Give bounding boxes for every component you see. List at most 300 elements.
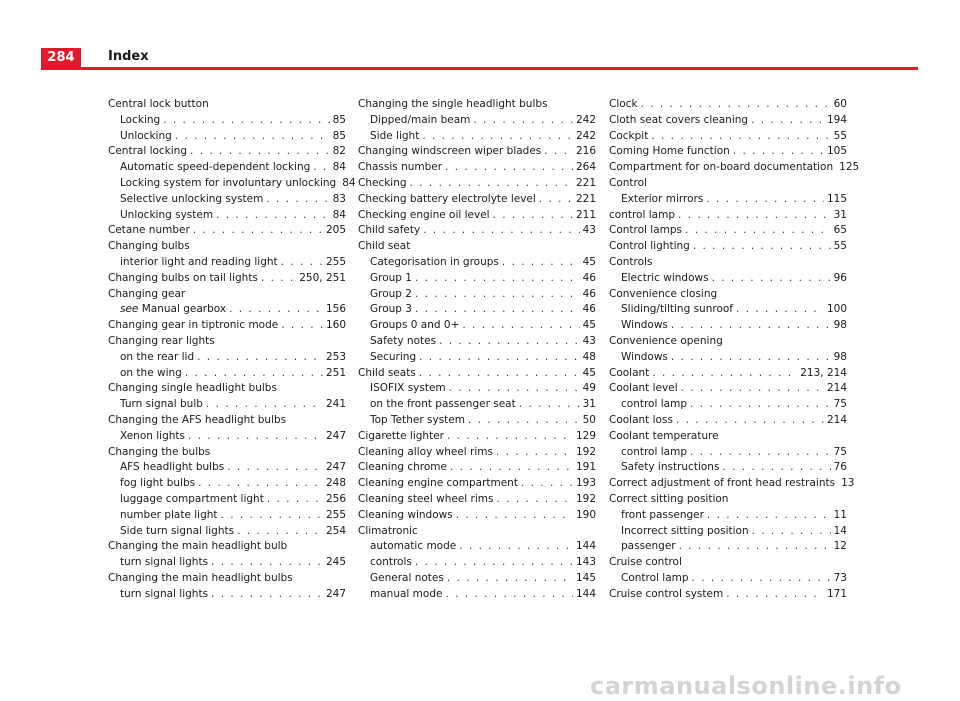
index-entry bbox=[358, 208, 596, 224]
leader-dots bbox=[175, 129, 330, 145]
entry-label bbox=[358, 492, 494, 508]
entry-text: Cockpit bbox=[609, 129, 649, 142]
index-entry bbox=[609, 587, 847, 603]
entry-text: Unlocking system bbox=[120, 208, 214, 221]
index-entry bbox=[609, 397, 847, 413]
index-entry bbox=[358, 350, 596, 366]
entry-page-number: 242 bbox=[575, 129, 596, 142]
entry-page-number: 100 bbox=[826, 303, 847, 316]
entry-label bbox=[621, 192, 703, 208]
entry-page-number: 98 bbox=[833, 319, 847, 332]
entry-text: Top Tether system bbox=[370, 413, 465, 426]
entry-page-number: 115 bbox=[826, 192, 847, 205]
entry-page-number: 13 bbox=[841, 477, 855, 490]
entry-label bbox=[358, 176, 407, 192]
index-entry bbox=[609, 129, 847, 145]
entry-label bbox=[358, 192, 536, 208]
index-entry bbox=[609, 223, 847, 239]
leader-dots bbox=[685, 223, 831, 239]
entry-label bbox=[609, 223, 682, 239]
entry-text: Safety notes bbox=[370, 334, 437, 347]
leader-dots bbox=[733, 144, 824, 160]
leader-dots bbox=[439, 334, 580, 350]
leader-dots bbox=[459, 539, 573, 555]
entry-page-number: 247 bbox=[325, 461, 346, 474]
entry-label bbox=[120, 176, 336, 192]
entry-text: Locking bbox=[120, 113, 161, 126]
leader-dots bbox=[221, 508, 323, 524]
entry-text: automatic mode bbox=[370, 540, 457, 553]
index-column-3 bbox=[609, 97, 860, 603]
entry-text: passenger bbox=[621, 540, 676, 553]
entry-text: on the wing bbox=[120, 366, 182, 379]
index-entry bbox=[358, 397, 596, 413]
entry-page-number: 264 bbox=[575, 161, 596, 174]
entry-label bbox=[370, 287, 412, 303]
entry-label bbox=[120, 460, 224, 476]
entry-text: Cleaning chrome bbox=[358, 461, 447, 474]
entry-page-number: 171 bbox=[826, 587, 847, 600]
index-entry bbox=[358, 223, 596, 239]
index-entry bbox=[609, 445, 847, 461]
entry-text: Cleaning engine compartment bbox=[358, 477, 518, 490]
entry-label bbox=[609, 413, 673, 429]
entry-text: Checking engine oil level bbox=[358, 208, 490, 221]
index-entry bbox=[609, 318, 847, 334]
entry-page-number: 213, 214 bbox=[800, 366, 847, 379]
entry-label bbox=[120, 129, 172, 145]
index-entry bbox=[108, 508, 346, 524]
entry-text: Child seats bbox=[358, 366, 416, 379]
entry-text: interior light and reading light bbox=[120, 255, 278, 268]
index-entry bbox=[609, 192, 847, 208]
entry-page-number: 211 bbox=[575, 208, 596, 221]
entry-label bbox=[621, 271, 709, 287]
leader-dots bbox=[190, 144, 330, 160]
leader-dots bbox=[423, 223, 579, 239]
entry-text: on the front passenger seat bbox=[370, 398, 516, 411]
index-heading: Changing the bulbs bbox=[108, 445, 211, 458]
entry-text: manual mode bbox=[370, 587, 443, 600]
entry-text: Groups 0 and 0+ bbox=[370, 319, 460, 332]
entry-page-number: 45 bbox=[582, 255, 596, 268]
header-rule bbox=[41, 67, 918, 70]
leader-dots bbox=[473, 113, 573, 129]
entry-text: Control lamps bbox=[609, 224, 683, 237]
index-entry bbox=[108, 160, 346, 176]
entry-label bbox=[609, 113, 748, 129]
index-column-1 bbox=[108, 97, 356, 603]
entry-label bbox=[120, 366, 182, 382]
leader-dots bbox=[445, 587, 573, 603]
entry-text: Cleaning steel wheel rims bbox=[358, 492, 494, 505]
entry-page-number: 248 bbox=[325, 477, 346, 490]
index-column-2 bbox=[358, 97, 596, 603]
entry-text: Automatic speed-dependent locking bbox=[120, 161, 311, 174]
entry-label bbox=[370, 555, 412, 571]
leader-dots bbox=[415, 302, 580, 318]
entry-text: control lamp bbox=[621, 445, 687, 458]
entry-label bbox=[358, 460, 447, 476]
entry-page-number: 242 bbox=[575, 113, 596, 126]
entry-page-number: 73 bbox=[833, 571, 847, 584]
leader-dots bbox=[676, 413, 824, 429]
leader-dots bbox=[519, 397, 580, 413]
entry-label bbox=[358, 476, 518, 492]
entry-label bbox=[108, 144, 187, 160]
index-heading: Convenience opening bbox=[609, 334, 723, 347]
entry-label bbox=[120, 476, 195, 492]
leader-dots bbox=[652, 366, 797, 382]
index-entry bbox=[609, 366, 847, 382]
entry-label bbox=[120, 350, 194, 366]
entry-label bbox=[370, 571, 444, 587]
entry-page-number: 214 bbox=[826, 382, 847, 395]
entry-text: Coolant loss bbox=[609, 413, 673, 426]
entry-label bbox=[370, 113, 470, 129]
index-entry bbox=[108, 113, 346, 129]
entry-page-number: 193 bbox=[575, 477, 596, 490]
index-entry bbox=[609, 413, 847, 429]
entry-text: on the rear lid bbox=[120, 350, 195, 363]
entry-text: Control lamp bbox=[621, 571, 689, 584]
entry-label bbox=[120, 397, 203, 413]
entry-page-number: 65 bbox=[833, 224, 847, 237]
entry-page-number: 129 bbox=[575, 429, 596, 442]
entry-label bbox=[621, 302, 733, 318]
entry-text: Changing bulbs on tail lights bbox=[108, 271, 258, 284]
entry-label bbox=[120, 160, 310, 176]
index-entry bbox=[358, 460, 596, 476]
entry-text: Dipped/main beam bbox=[370, 113, 471, 126]
entry-label bbox=[370, 397, 516, 413]
index-entry bbox=[358, 176, 596, 192]
index-heading: Correct sitting position bbox=[609, 492, 729, 505]
index-entry bbox=[358, 571, 596, 587]
index-entry bbox=[609, 539, 847, 555]
entry-label bbox=[609, 239, 690, 255]
leader-dots bbox=[185, 366, 323, 382]
entry-page-number: 43 bbox=[582, 224, 596, 237]
leader-dots bbox=[726, 587, 824, 603]
index-entry bbox=[609, 381, 847, 397]
entry-page-number: 143 bbox=[575, 556, 596, 569]
index-heading: Changing gear bbox=[108, 287, 186, 300]
leader-dots bbox=[752, 524, 831, 540]
entry-page-number: 85 bbox=[332, 129, 346, 142]
index-entry bbox=[609, 571, 847, 587]
index-entry bbox=[609, 476, 855, 492]
entry-page-number: 98 bbox=[833, 350, 847, 363]
entry-text: Turn signal bulb bbox=[120, 398, 203, 411]
page-title: Index bbox=[108, 49, 149, 64]
entry-label bbox=[621, 318, 668, 334]
entry-text: number plate light bbox=[120, 508, 218, 521]
leader-dots bbox=[671, 318, 831, 334]
leader-dots bbox=[197, 350, 323, 366]
entry-text: Locking system for involuntary unlocking bbox=[120, 176, 337, 189]
index-entry bbox=[108, 429, 346, 445]
index-entry bbox=[108, 129, 346, 145]
entry-page-number: 46 bbox=[582, 287, 596, 300]
entry-page-number: 48 bbox=[582, 350, 596, 363]
index-entry bbox=[108, 318, 346, 334]
entry-text: Changing windscreen wiper blades bbox=[358, 145, 542, 158]
leader-dots bbox=[211, 587, 323, 603]
entry-page-number: 82 bbox=[332, 145, 346, 158]
entry-text: turn signal lights bbox=[120, 556, 209, 569]
leader-dots bbox=[456, 508, 573, 524]
entry-page-number: 50 bbox=[582, 413, 596, 426]
entry-label bbox=[609, 381, 678, 397]
leader-dots bbox=[496, 445, 573, 461]
index-heading: Climatronic bbox=[358, 524, 418, 537]
entry-label bbox=[621, 524, 749, 540]
entry-label bbox=[621, 508, 704, 524]
index-entry bbox=[609, 460, 847, 476]
entry-text: Electric windows bbox=[621, 271, 709, 284]
entry-text: Control lighting bbox=[609, 240, 690, 253]
entry-text: Side light bbox=[370, 129, 420, 142]
entry-page-number: 76 bbox=[833, 461, 847, 474]
entry-text: turn signal lights bbox=[120, 587, 209, 600]
leader-dots bbox=[751, 113, 824, 129]
entry-label bbox=[609, 97, 638, 113]
entry-label bbox=[370, 302, 412, 318]
entry-label bbox=[358, 445, 493, 461]
leader-dots bbox=[261, 271, 296, 287]
index-entry bbox=[108, 144, 346, 160]
entry-label bbox=[609, 587, 723, 603]
index-entry bbox=[358, 334, 596, 350]
index-entry bbox=[358, 160, 596, 176]
entry-label bbox=[370, 129, 419, 145]
entry-label bbox=[120, 492, 264, 508]
leader-dots bbox=[415, 555, 573, 571]
entry-label bbox=[609, 366, 649, 382]
leader-dots bbox=[521, 476, 573, 492]
index-entry bbox=[358, 271, 596, 287]
index-entry bbox=[358, 192, 596, 208]
entry-page-number: 105 bbox=[826, 145, 847, 158]
entry-page-number: 160 bbox=[325, 319, 346, 332]
entry-page-number: 75 bbox=[833, 398, 847, 411]
leader-dots bbox=[188, 429, 323, 445]
entry-label bbox=[358, 144, 541, 160]
entry-page-number: 255 bbox=[325, 508, 346, 521]
index-entry bbox=[358, 413, 596, 429]
entry-label bbox=[120, 555, 208, 571]
leader-dots bbox=[266, 192, 329, 208]
entry-text: Windows bbox=[621, 350, 668, 363]
entry-page-number: 254 bbox=[325, 524, 346, 537]
leader-dots bbox=[419, 366, 580, 382]
entry-page-number: 216 bbox=[575, 145, 596, 158]
index-entry bbox=[358, 429, 596, 445]
entry-page-number: 192 bbox=[575, 445, 596, 458]
entry-label bbox=[370, 350, 416, 366]
entry-label bbox=[370, 271, 412, 287]
entry-page-number: 14 bbox=[833, 524, 847, 537]
index-entry bbox=[609, 271, 847, 287]
index-entry bbox=[358, 129, 596, 145]
leader-dots bbox=[462, 318, 579, 334]
leader-dots bbox=[281, 255, 323, 271]
entry-page-number: 125 bbox=[839, 161, 860, 174]
index-heading: Cruise control bbox=[609, 556, 682, 569]
leader-dots bbox=[651, 129, 830, 145]
index-entry bbox=[108, 271, 346, 287]
index-entry bbox=[108, 587, 346, 603]
watermark: carmanualsonline.info bbox=[590, 672, 902, 700]
entry-page-number: 156 bbox=[325, 303, 346, 316]
index-entry bbox=[108, 208, 346, 224]
entry-text: front passenger bbox=[621, 508, 704, 521]
entry-label bbox=[370, 318, 459, 334]
entry-text: Cloth seat covers cleaning bbox=[609, 113, 749, 126]
entry-page-number: 96 bbox=[833, 271, 847, 284]
entry-label bbox=[120, 255, 278, 271]
leader-dots bbox=[410, 176, 573, 192]
entry-page-number: 49 bbox=[582, 382, 596, 395]
entry-page-number: 145 bbox=[575, 571, 596, 584]
entry-page-number: 190 bbox=[575, 508, 596, 521]
index-entry bbox=[609, 524, 847, 540]
entry-label bbox=[358, 223, 420, 239]
page-number-badge: 284 bbox=[41, 48, 81, 68]
index-entry bbox=[358, 555, 596, 571]
leader-dots bbox=[736, 302, 824, 318]
leader-dots bbox=[193, 223, 323, 239]
entry-label bbox=[370, 587, 442, 603]
leader-dots bbox=[422, 129, 573, 145]
leader-dots bbox=[445, 160, 573, 176]
index-entry bbox=[108, 492, 346, 508]
leader-dots bbox=[419, 350, 580, 366]
index-entry bbox=[358, 476, 596, 492]
entry-text: Correct adjustment of front head restraints bbox=[609, 477, 836, 490]
entry-label bbox=[370, 334, 436, 350]
index-entry bbox=[358, 381, 596, 397]
entry-text: Changing gear in tiptronic mode bbox=[108, 319, 279, 332]
entry-label bbox=[621, 460, 719, 476]
index-entry bbox=[108, 192, 346, 208]
index-entry bbox=[358, 318, 596, 334]
leader-dots bbox=[693, 239, 831, 255]
entry-page-number: 55 bbox=[833, 240, 847, 253]
index-heading: Central lock button bbox=[108, 98, 209, 110]
entry-text: Checking battery electrolyte level bbox=[358, 192, 536, 205]
entry-text: Safety instructions bbox=[621, 461, 720, 474]
leader-dots bbox=[544, 144, 573, 160]
leader-dots bbox=[539, 192, 573, 208]
entry-label bbox=[621, 445, 687, 461]
index-entry bbox=[609, 350, 847, 366]
leader-dots bbox=[497, 492, 573, 508]
leader-dots bbox=[163, 113, 329, 129]
entry-page-number: 12 bbox=[833, 540, 847, 553]
entry-label bbox=[358, 208, 490, 224]
leader-dots bbox=[313, 160, 329, 176]
entry-label bbox=[120, 524, 234, 540]
index-heading: Changing bulbs bbox=[108, 240, 190, 253]
entry-label bbox=[120, 192, 263, 208]
leader-dots bbox=[198, 476, 323, 492]
leader-dots bbox=[722, 460, 830, 476]
entry-label bbox=[358, 508, 453, 524]
entry-text: luggage compartment light bbox=[120, 492, 264, 505]
entry-page-number: 144 bbox=[575, 540, 596, 553]
entry-text: Group 1 bbox=[370, 271, 412, 284]
entry-label bbox=[120, 429, 185, 445]
entry-page-number: 45 bbox=[582, 366, 596, 379]
leader-dots bbox=[690, 397, 831, 413]
entry-label bbox=[621, 397, 687, 413]
entry-text: Cleaning windows bbox=[358, 508, 453, 521]
entry-page-number: 192 bbox=[575, 492, 596, 505]
entry-label bbox=[108, 271, 258, 287]
entry-page-number: 205 bbox=[325, 224, 346, 237]
index-entry bbox=[108, 476, 346, 492]
index-entry bbox=[358, 366, 596, 382]
index-heading: Controls bbox=[609, 255, 653, 268]
leader-dots bbox=[681, 381, 824, 397]
index-entry bbox=[358, 492, 596, 508]
index-entry bbox=[108, 460, 346, 476]
leader-dots bbox=[671, 350, 831, 366]
leader-dots bbox=[493, 208, 573, 224]
index-heading: Changing the main headlight bulbs bbox=[108, 571, 293, 584]
index-entry bbox=[358, 144, 596, 160]
entry-page-number: 194 bbox=[826, 113, 847, 126]
index-entry bbox=[108, 255, 346, 271]
entry-label bbox=[370, 413, 465, 429]
page-header bbox=[0, 0, 960, 70]
entry-page-number: 55 bbox=[833, 129, 847, 142]
entry-page-number: 84 bbox=[332, 208, 346, 221]
entry-text: Cleaning alloy wheel rims bbox=[358, 445, 493, 458]
entry-label bbox=[120, 508, 218, 524]
entry-text: Group 3 bbox=[370, 303, 412, 316]
entry-text: Compartment for on-board documentation bbox=[609, 161, 834, 174]
leader-dots bbox=[641, 97, 831, 113]
leader-dots bbox=[211, 555, 323, 571]
leader-dots bbox=[267, 492, 323, 508]
entry-text: Exterior mirrors bbox=[621, 192, 704, 205]
entry-text: Cruise control system bbox=[609, 587, 724, 600]
entry-page-number: 221 bbox=[575, 176, 596, 189]
index-heading: Child seat bbox=[358, 240, 411, 253]
entry-label bbox=[609, 160, 833, 176]
entry-label bbox=[370, 539, 456, 555]
entry-text: Unlocking bbox=[120, 129, 172, 142]
entry-label bbox=[370, 381, 446, 397]
entry-page-number: 75 bbox=[833, 445, 847, 458]
entry-text: control lamp bbox=[621, 398, 687, 411]
entry-page-number: 11 bbox=[833, 508, 847, 521]
entry-page-number: 214 bbox=[826, 413, 847, 426]
entry-page-number: 45 bbox=[582, 319, 596, 332]
entry-page-number: 247 bbox=[325, 429, 346, 442]
leader-dots bbox=[502, 255, 580, 271]
index-entry bbox=[358, 445, 596, 461]
entry-page-number: 46 bbox=[582, 303, 596, 316]
index-entry bbox=[609, 508, 847, 524]
entry-text: Windows bbox=[621, 319, 668, 332]
leader-dots bbox=[712, 271, 831, 287]
entry-label bbox=[621, 350, 668, 366]
leader-dots bbox=[216, 208, 330, 224]
